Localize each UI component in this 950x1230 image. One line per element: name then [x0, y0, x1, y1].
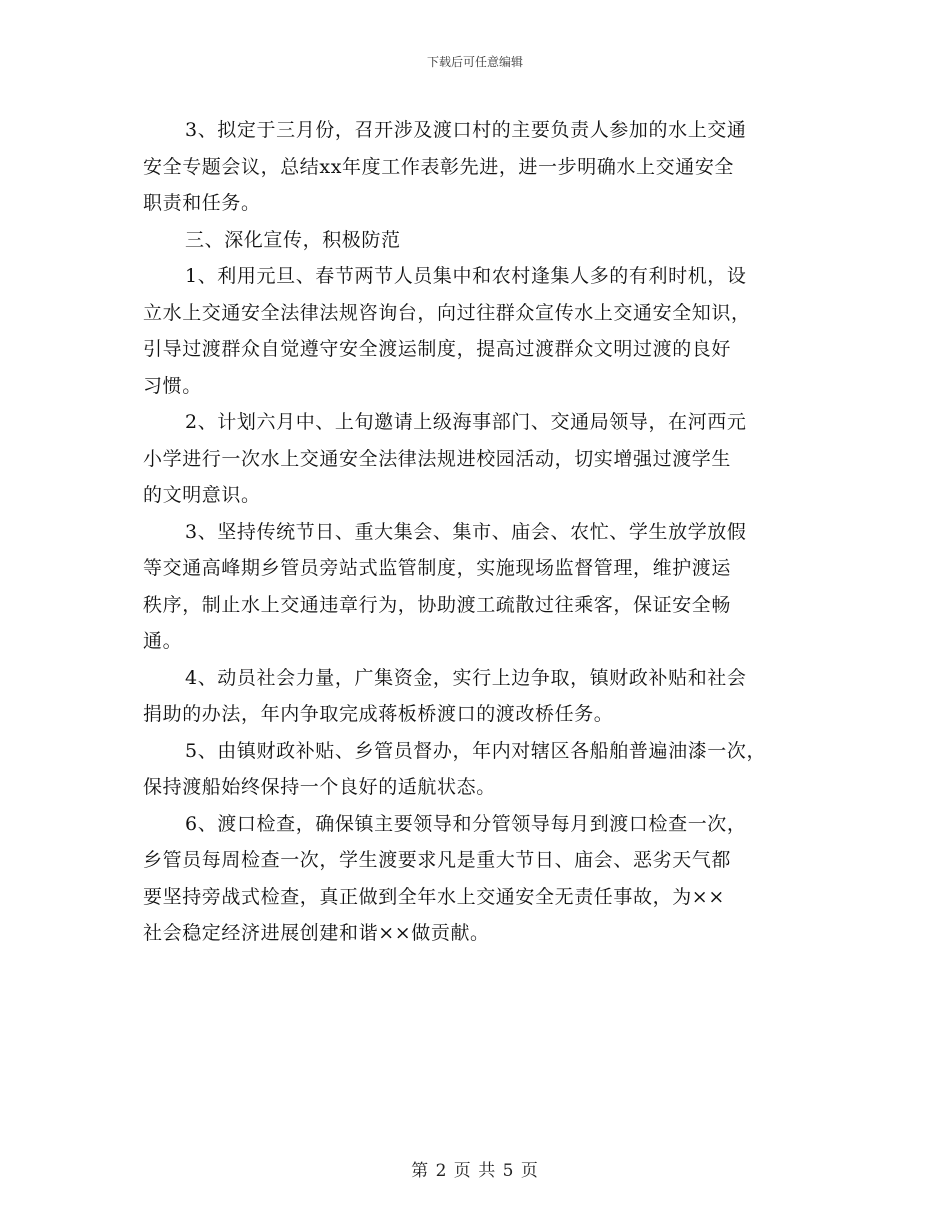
- paragraph-line: 的文明意识。: [143, 484, 261, 506]
- paragraph-line: 通。: [143, 630, 183, 652]
- paragraph-line: 6、渡口检查，确保镇主要领导和分管领导每月到渡口检查一次，: [185, 812, 747, 835]
- paragraph-line: 安全专题会议，总结xx年度工作表彰先进，进一步明确水上交通安全: [143, 155, 735, 178]
- page-number-footer: 第 2 页 共 5 页: [411, 1161, 539, 1181]
- paragraph-line: 要坚持旁战式检查，真正做到全年水上交通安全无责任事故，为××: [143, 885, 725, 908]
- paragraph-line: 2、计划六月中、上旬邀请上级海事部门、交通局领导，在河西元: [185, 411, 747, 433]
- paragraph-line: 3、拟定于三月份，召开涉及渡口村的主要负责人参加的水上交通: [185, 119, 747, 141]
- paragraph-line: 5、由镇财政补贴、乡管员督办，年内对辖区各船舶普遍油漆一次，: [185, 739, 767, 762]
- section-heading: 三、深化宣传，积极防范: [185, 228, 401, 251]
- paragraph-line: 4、动员社会力量，广集资金，实行上边争取，镇财政补贴和社会: [185, 666, 747, 689]
- paragraph-line: 社会稳定经济进展创建和谐××做贡献。: [143, 922, 490, 944]
- paragraph-line: 立水上交通安全法律法规咨询台，向过往群众宣传水上交通安全知识，: [143, 301, 751, 324]
- page-header: 下载后可任意编辑: [426, 55, 523, 69]
- paragraph-line: 习惯。: [143, 374, 202, 397]
- paragraph-line: 小学进行一次水上交通安全法律法规进校园活动，切实增强过渡学生: [143, 447, 732, 470]
- paragraph-line: 等交通高峰期乡管员旁站式监管制度，实施现场监督管理，维护渡运: [143, 557, 732, 579]
- paragraph-line: 引导过渡群众自觉遵守安全渡运制度，提高过渡群众文明过渡的良好: [143, 338, 732, 360]
- document-body: [143, 112, 818, 952]
- paragraph-line: 职责和任务。: [143, 192, 261, 214]
- paragraph-line: 保持渡船始终保持一个良好的适航状态。: [143, 776, 496, 798]
- paragraph-line: 3、坚持传统节日、重大集会、集市、庙会、农忙、学生放学放假: [185, 520, 747, 543]
- paragraph-line: 1、利用元旦、春节两节人员集中和农村逢集人多的有利时机，设: [185, 265, 747, 287]
- paragraph-line: 秩序，制止水上交通违章行为，协助渡工疏散过往乘客，保证安全畅: [143, 593, 732, 616]
- paragraph-line: 捐助的办法，年内争取完成蒋板桥渡口的渡改桥任务。: [143, 703, 614, 725]
- paragraph-line: 乡管员每周检查一次，学生渡要求凡是重大节日、庙会、恶劣天气都: [143, 849, 732, 871]
